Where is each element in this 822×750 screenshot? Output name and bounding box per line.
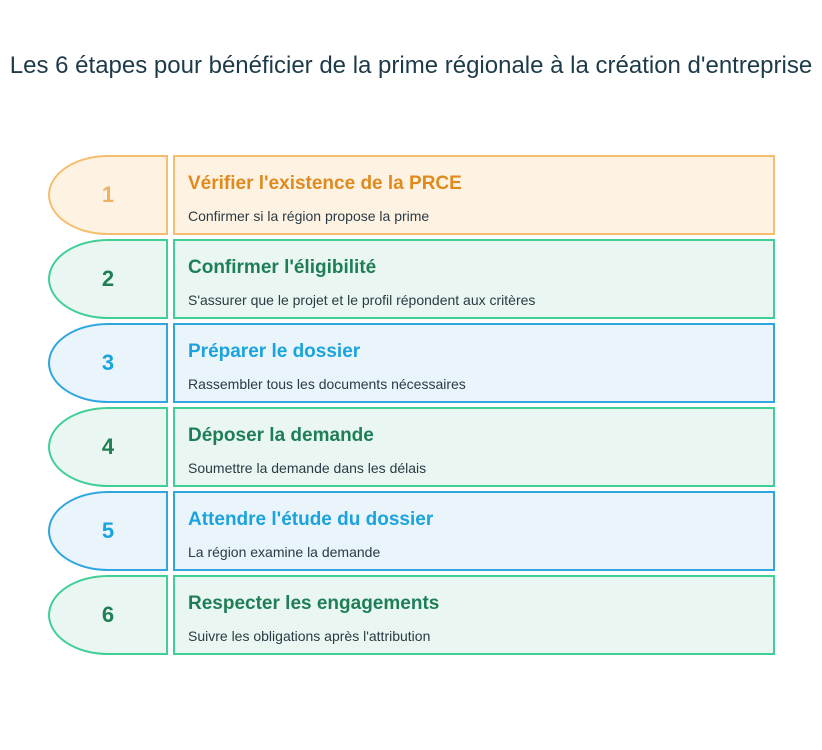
step-3 — [48, 323, 776, 403]
step-description: Rassembler tous les documents nécessaires — [188, 376, 466, 392]
step-description: Suivre les obligations après l'attribution — [188, 628, 431, 644]
step-description: Soumettre la demande dans les délais — [188, 460, 427, 476]
step-card — [173, 491, 775, 571]
step-number: 1 — [48, 155, 168, 235]
step-number: 3 — [48, 323, 168, 403]
step-title: Déposer la demande — [188, 425, 374, 446]
step-title: Respecter les engagements — [188, 593, 440, 614]
step-title: Attendre l'étude du dossier — [188, 509, 434, 530]
step-description: La région examine la demande — [188, 544, 381, 560]
step-card — [173, 323, 775, 403]
step-number: 6 — [48, 575, 168, 655]
step-number: 5 — [48, 491, 168, 571]
step-card — [173, 239, 775, 319]
step-number: 4 — [48, 407, 168, 487]
step-description: Confirmer si la région propose la prime — [188, 208, 430, 224]
step-4 — [48, 407, 776, 487]
steps-list — [48, 155, 776, 659]
step-2 — [48, 239, 776, 319]
step-number: 2 — [48, 239, 168, 319]
step-description: S'assurer que le projet et le profil répondent aux critères — [188, 292, 536, 308]
step-card — [173, 155, 775, 235]
step-title: Confirmer l'éligibilité — [188, 257, 377, 278]
step-card — [173, 407, 775, 487]
step-card — [173, 575, 775, 655]
page-title: Les 6 étapes pour bénéficier de la prime régionale à la création d'entreprise — [9, 52, 813, 79]
step-6 — [48, 575, 776, 655]
step-title: Préparer le dossier — [188, 341, 361, 362]
step-title: Vérifier l'existence de la PRCE — [188, 173, 462, 194]
step-5 — [48, 491, 776, 571]
step-1 — [48, 155, 776, 235]
